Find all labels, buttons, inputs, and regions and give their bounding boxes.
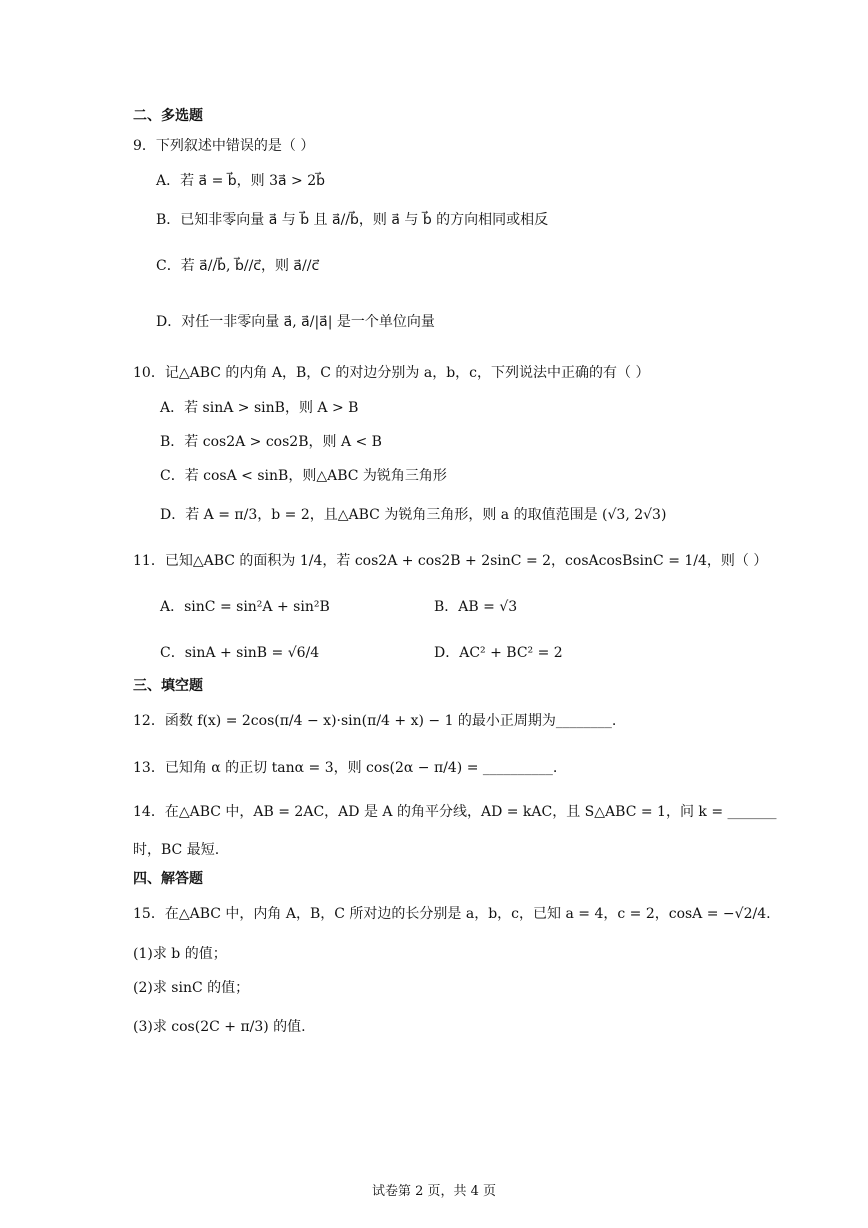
- question-10-stem: 10．记△ABC 的内角 A，B，C 的对边分别为 a，b，c，下列说法中正确的有（ ）: [133, 365, 650, 381]
- question-10-option-b: B．若 cos2A > cos2B，则 A < B: [160, 434, 382, 450]
- question-10-option-c: C．若 cosA < sinB，则△ABC 为锐角三角形: [160, 468, 447, 484]
- question-9-option-c: C．若 a⃗//b⃗, b⃗//c⃗，则 a⃗//c⃗: [156, 258, 320, 274]
- question-15-part-3: (3)求 cos(2C + π/3) 的值.: [133, 1019, 306, 1035]
- question-15-stem: 15．在△ABC 中，内角 A，B，C 所对边的长分别是 a，b，c，已知 a = 4，c = 2，cosA = −√2/4.: [133, 906, 771, 922]
- question-9-option-d: D．对任一非零向量 a⃗, a⃗/|a⃗| 是一个单位向量: [156, 314, 435, 330]
- question-15-part-1: (1)求 b 的值；: [133, 946, 227, 962]
- question-11-option-d: D．AC² + BC² = 2: [434, 645, 563, 661]
- question-14-line-2: 时，BC 最短.: [133, 842, 220, 858]
- question-11-option-c: C．sinA + sinB = √6/4: [160, 645, 320, 661]
- question-14-line-1: 14．在△ABC 中，AB = 2AC，AD 是 A 的角平分线，AD = kAC，且 S△ABC = 1，问 k = _______: [133, 804, 777, 820]
- question-9-option-a: A．若 a⃗ = b⃗，则 3a⃗ > 2b⃗: [156, 173, 326, 189]
- page-footer: 试卷第 2 页，共 4 页: [371, 1184, 497, 1199]
- question-9-option-b: B．已知非零向量 a⃗ 与 b⃗ 且 a⃗//b⃗，则 a⃗ 与 b⃗ 的方向相同或相反: [156, 212, 549, 228]
- question-11-option-b: B．AB = √3: [434, 599, 518, 615]
- question-9-stem: 9．下列叙述中错误的是（ ）: [133, 138, 315, 154]
- question-12: 12．函数 f(x) = 2cos(π/4 − x)·sin(π/4 + x) − 1 的最小正周期为________.: [133, 713, 617, 729]
- section-heading-fill-blank: 三、填空题: [133, 678, 203, 694]
- question-15-part-2: (2)求 sinC 的值；: [133, 980, 250, 996]
- question-10-option-d: D．若 A = π/3，b = 2，且△ABC 为锐角三角形，则 a 的取值范围是 (√3, 2√3): [160, 507, 667, 523]
- section-heading-answer: 四、解答题: [133, 871, 203, 887]
- section-heading-multi-choice: 二、多选题: [133, 108, 203, 124]
- question-13: 13．已知角 α 的正切 tanα = 3，则 cos(2α − π/4) = __________.: [133, 760, 558, 776]
- question-11-option-a: A．sinC = sin²A + sin²B: [160, 599, 330, 615]
- question-10-option-a: A．若 sinA > sinB，则 A > B: [160, 400, 359, 416]
- question-11-stem: 11．已知△ABC 的面积为 1/4，若 cos2A + cos2B + 2sinC = 2，cosAcosBsinC = 1/4，则（ ）: [133, 553, 768, 569]
